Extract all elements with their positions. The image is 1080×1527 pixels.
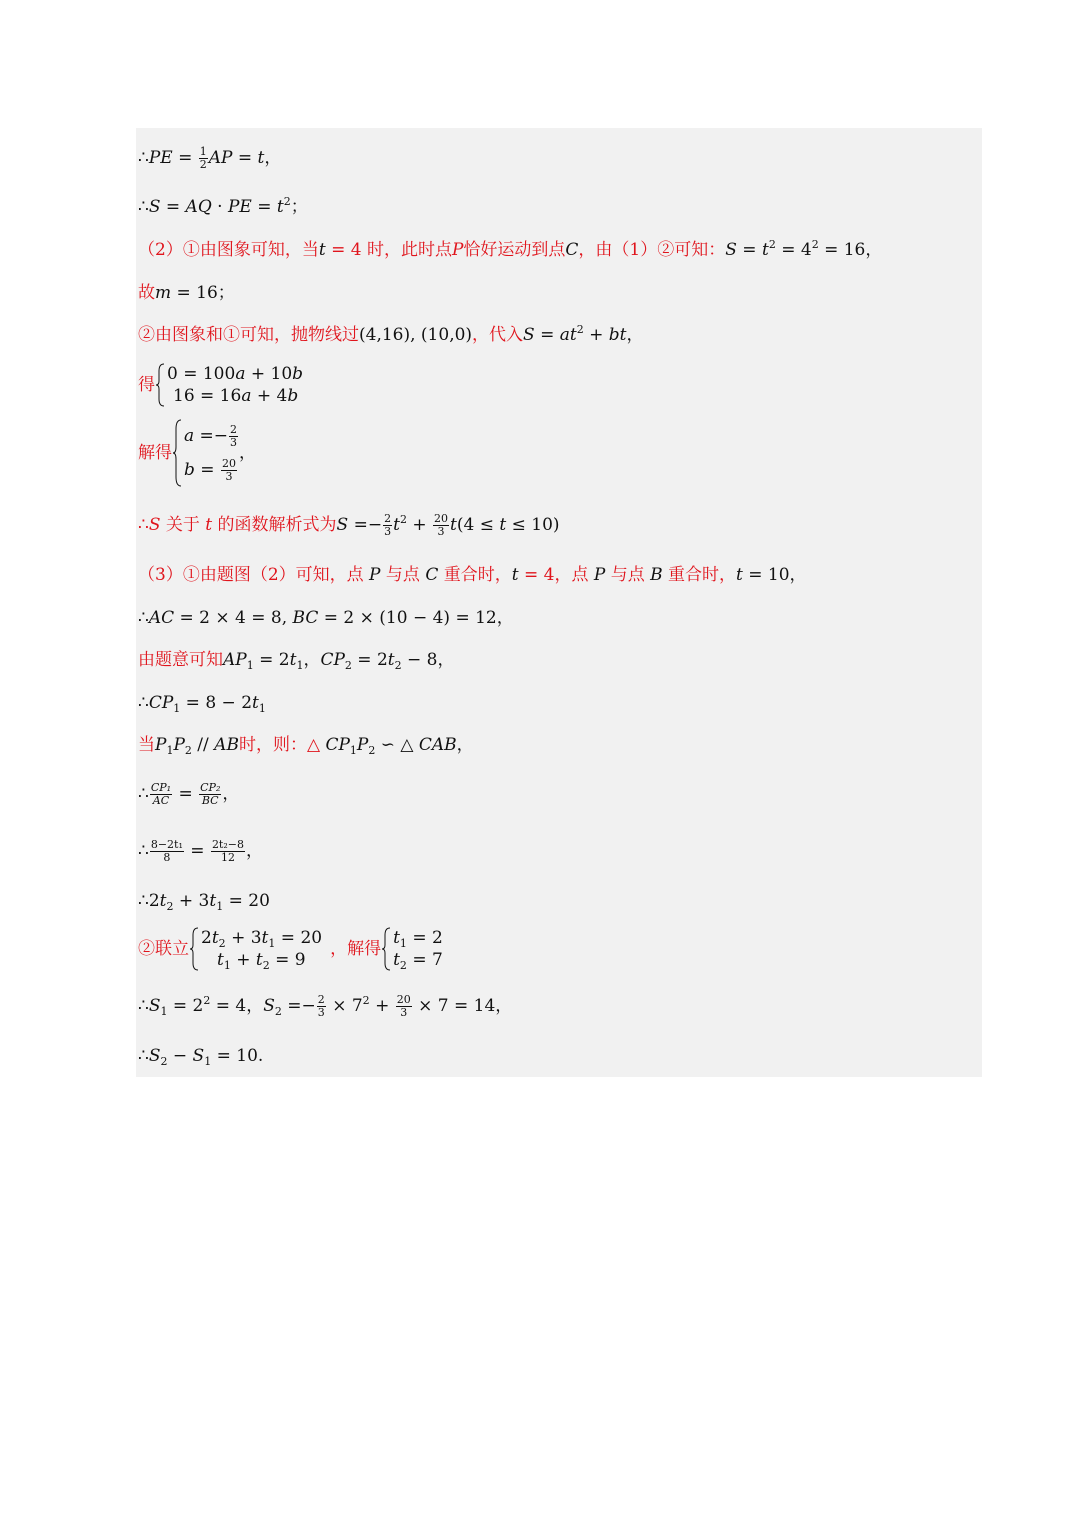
math-token: = 2 × 4 = 8, bbox=[174, 608, 293, 628]
math-token: ∴ bbox=[138, 996, 149, 1016]
math-token: B bbox=[650, 565, 663, 585]
math-token: = bbox=[160, 197, 186, 217]
fraction bbox=[150, 839, 184, 864]
math-token: ∴ bbox=[138, 608, 149, 628]
math-token: 2 bbox=[218, 937, 226, 950]
math-token: ∴2 bbox=[138, 891, 160, 911]
math-token: at bbox=[559, 325, 577, 345]
math-token: 12 bbox=[220, 851, 235, 864]
math-token: 2 bbox=[811, 238, 819, 251]
math-token: 2 bbox=[368, 744, 376, 757]
math-token: = 8 − 2 bbox=[180, 693, 253, 713]
math-token: 1 bbox=[160, 1005, 168, 1018]
math-token: a bbox=[184, 426, 195, 446]
math-token: 1 bbox=[204, 1055, 212, 1068]
math-token: P bbox=[155, 735, 167, 755]
math-token: // bbox=[191, 735, 215, 755]
math-token: ②由图象和①可知，抛物线过 bbox=[138, 325, 359, 345]
math-token: 2 bbox=[384, 512, 392, 525]
math-token: 与点 bbox=[380, 565, 426, 585]
math-token: 2 bbox=[399, 959, 407, 972]
math-token: = 10. bbox=[211, 1046, 264, 1066]
math-token: 关于 bbox=[160, 515, 206, 535]
line-equation-system bbox=[138, 363, 303, 407]
math-token: 20 bbox=[434, 512, 449, 525]
math-token: ∴ bbox=[138, 515, 149, 535]
line-parallel-similar bbox=[138, 734, 474, 756]
math-token: S bbox=[148, 1046, 161, 1066]
line-simultaneous bbox=[138, 927, 443, 971]
math-token: （3）①由题图（2）可知，点 bbox=[138, 565, 370, 585]
math-token: ，代入 bbox=[472, 325, 524, 345]
math-token: 2 bbox=[201, 928, 212, 948]
math-token: = 16， bbox=[818, 240, 883, 260]
math-token: CP bbox=[320, 650, 345, 670]
brace-icon bbox=[155, 363, 165, 407]
math-token: CP bbox=[325, 735, 350, 755]
simultaneous-system bbox=[189, 927, 322, 971]
line-s-area bbox=[138, 196, 308, 218]
math-token: CP bbox=[148, 693, 174, 713]
fraction bbox=[211, 839, 245, 864]
math-token: 2 bbox=[274, 1005, 282, 1018]
math-token: = 2 bbox=[253, 650, 290, 670]
math-token: ②联立 bbox=[138, 939, 189, 959]
math-token: S bbox=[263, 996, 275, 1016]
math-token: t bbox=[276, 197, 284, 217]
math-token: b bbox=[184, 460, 195, 480]
math-token: 时，则：△ bbox=[238, 735, 326, 755]
math-token: 2 bbox=[317, 993, 325, 1006]
math-token: 3 bbox=[225, 470, 233, 483]
line-ap1-cp2 bbox=[138, 649, 454, 671]
math-token: PE bbox=[227, 197, 252, 217]
math-token: ， bbox=[264, 148, 282, 168]
math-token: 1 bbox=[268, 937, 276, 950]
math-token: 8−2t₁ bbox=[150, 838, 183, 851]
math-token: = 2 bbox=[406, 928, 443, 948]
math-token: ∴ bbox=[138, 841, 149, 861]
math-token: ∽ △ bbox=[375, 735, 419, 755]
math-token: AB bbox=[214, 735, 239, 755]
brace-icon bbox=[172, 419, 182, 487]
math-token: ， bbox=[222, 784, 240, 804]
math-token: 20 bbox=[221, 457, 236, 470]
fraction bbox=[433, 513, 449, 538]
math-token: t bbox=[205, 515, 213, 535]
math-token: = bbox=[172, 148, 198, 168]
math-token: =− bbox=[348, 515, 383, 535]
math-token: = bbox=[534, 325, 560, 345]
math-token: 1 bbox=[296, 659, 304, 672]
brace-icon bbox=[189, 927, 199, 971]
math-token: t bbox=[318, 240, 326, 260]
math-token: = 2 bbox=[167, 996, 204, 1016]
line-function-expression bbox=[138, 513, 560, 538]
math-token: S bbox=[148, 515, 161, 535]
math-token: = bbox=[232, 148, 258, 168]
math-token: 的函数解析式为 bbox=[212, 515, 337, 535]
math-token: C bbox=[565, 240, 579, 260]
math-token: 20 bbox=[396, 993, 411, 1006]
math-token: = bbox=[173, 784, 199, 804]
math-token: = bbox=[194, 460, 220, 480]
math-token: (4,16), (10,0) bbox=[359, 325, 473, 345]
math-token: AC bbox=[148, 608, 175, 628]
math-token: t bbox=[393, 950, 400, 970]
math-token: ， bbox=[239, 443, 257, 463]
math-token: 3 bbox=[400, 1006, 408, 1019]
math-token: a bbox=[241, 386, 252, 406]
line-part3-intro bbox=[138, 564, 807, 586]
math-token: + 4 bbox=[251, 386, 288, 406]
math-token: t bbox=[450, 515, 457, 535]
math-token: 得 bbox=[138, 375, 155, 395]
math-token: 2 bbox=[283, 195, 291, 208]
math-token: 1 bbox=[199, 145, 207, 158]
fraction bbox=[150, 782, 172, 807]
math-token: 重合时， bbox=[662, 565, 737, 585]
math-token: · bbox=[211, 197, 228, 217]
math-token: ，解得 bbox=[330, 939, 382, 959]
math-token: 与点 bbox=[605, 565, 651, 585]
line-solution-ab bbox=[138, 419, 256, 487]
math-token: t bbox=[255, 950, 263, 970]
math-token: ， bbox=[626, 325, 644, 345]
math-token: （2）①由图象可知，当 bbox=[138, 240, 319, 260]
math-token: 2 bbox=[160, 1055, 168, 1068]
math-token: 2 bbox=[203, 994, 211, 1007]
math-token: ，由（1）②可知： bbox=[578, 240, 726, 260]
math-token: t bbox=[289, 650, 297, 670]
math-token: 1 bbox=[349, 744, 357, 757]
math-token: + 3 bbox=[173, 891, 210, 911]
math-token: =− bbox=[194, 426, 229, 446]
math-token: = bbox=[251, 197, 277, 217]
line-pe bbox=[138, 146, 281, 171]
fraction bbox=[396, 994, 412, 1019]
math-token: AP bbox=[208, 148, 233, 168]
math-token: = 2 × (10 − 4) = 12， bbox=[318, 608, 514, 628]
math-token: t bbox=[217, 950, 224, 970]
math-token: + bbox=[369, 996, 395, 1016]
math-token: = 16； bbox=[171, 283, 235, 303]
math-token: t bbox=[499, 515, 507, 535]
math-token: 2 bbox=[362, 994, 370, 1007]
math-token: 3 bbox=[230, 436, 238, 449]
math-token: P bbox=[369, 565, 381, 585]
math-token: 3 bbox=[384, 525, 392, 538]
math-token: CAB bbox=[418, 735, 457, 755]
math-token: 1 bbox=[216, 900, 224, 913]
math-token: t bbox=[252, 693, 259, 713]
math-token: 2 bbox=[768, 238, 776, 251]
math-token: P bbox=[356, 735, 369, 755]
math-token: ， bbox=[245, 841, 263, 861]
math-token: 1 bbox=[258, 702, 266, 715]
math-token: ； bbox=[290, 197, 308, 217]
math-token: b bbox=[287, 386, 299, 406]
line-ratio bbox=[138, 782, 239, 807]
math-token: t bbox=[393, 928, 400, 948]
math-token: AQ bbox=[185, 197, 212, 217]
line-parabola bbox=[138, 324, 644, 346]
therefore-symbol: ∴ bbox=[138, 148, 149, 168]
math-token: t bbox=[211, 928, 219, 948]
math-token: ， bbox=[456, 735, 474, 755]
math-token: + bbox=[230, 950, 256, 970]
math-token: t bbox=[511, 565, 519, 585]
math-token: P bbox=[593, 565, 606, 585]
math-token: + 10 bbox=[245, 364, 293, 384]
line-final-answer bbox=[138, 1045, 263, 1067]
math-token: t bbox=[209, 891, 217, 911]
math-token: t bbox=[736, 565, 743, 585]
math-token: = 4 bbox=[775, 240, 812, 260]
math-token: ∴ bbox=[138, 693, 149, 713]
math-token: 解得 bbox=[138, 443, 172, 463]
math-token: t bbox=[257, 148, 265, 168]
math-token: + 3 bbox=[225, 928, 262, 948]
math-token: 2 bbox=[166, 900, 174, 913]
math-token: 由题意可知 bbox=[138, 650, 223, 670]
math-token: 1 bbox=[246, 659, 254, 672]
math-token: 1 bbox=[399, 937, 407, 950]
math-token: 2 bbox=[399, 513, 407, 526]
math-token: × 7 bbox=[326, 996, 363, 1016]
math-token: PE bbox=[148, 148, 173, 168]
math-token: = 20 bbox=[275, 928, 323, 948]
line-ratio-values bbox=[138, 839, 263, 864]
math-token: 恰好运动到点 bbox=[463, 240, 566, 260]
math-token: = 9 bbox=[269, 950, 306, 970]
math-token: ∴ bbox=[138, 784, 149, 804]
math-token: P bbox=[173, 735, 185, 755]
math-token: + bbox=[406, 515, 433, 535]
math-token: =− bbox=[281, 996, 316, 1016]
math-token: 当 bbox=[138, 735, 155, 755]
math-token: t bbox=[387, 650, 395, 670]
math-token: 3 bbox=[317, 1006, 325, 1019]
math-token: AP bbox=[223, 650, 247, 670]
math-token: 16 = 16 bbox=[173, 386, 242, 406]
math-token: 2 bbox=[344, 659, 352, 672]
math-token: AC bbox=[152, 794, 170, 807]
fraction bbox=[317, 994, 326, 1019]
line-m-value bbox=[138, 282, 235, 304]
fraction-half bbox=[199, 146, 208, 171]
result-system bbox=[381, 927, 443, 971]
math-token: = 20 bbox=[223, 891, 270, 911]
math-token: 2 bbox=[262, 959, 270, 972]
math-token: 重合时， bbox=[438, 565, 512, 585]
math-token: S bbox=[725, 240, 737, 260]
math-token: = 4，点 bbox=[518, 565, 594, 585]
math-token: 2 bbox=[184, 744, 192, 757]
math-token: 2 bbox=[230, 423, 238, 436]
math-token: t bbox=[761, 240, 769, 260]
math-token: bt bbox=[608, 325, 627, 345]
math-token: t bbox=[159, 891, 167, 911]
math-token: t bbox=[393, 515, 400, 535]
math-token: − 8， bbox=[401, 650, 455, 670]
math-token: = 10， bbox=[742, 565, 807, 585]
math-token: ∴ bbox=[138, 1046, 149, 1066]
brace-icon bbox=[381, 927, 391, 971]
math-token: × 7 = 14， bbox=[412, 996, 513, 1016]
math-token: + bbox=[583, 325, 609, 345]
math-token: 1 bbox=[173, 702, 181, 715]
fraction bbox=[199, 782, 221, 807]
solution-system bbox=[172, 419, 239, 487]
math-token: = 4， bbox=[210, 996, 264, 1016]
math-token: 2 bbox=[576, 323, 584, 336]
math-token: ， bbox=[303, 650, 321, 670]
math-token: S bbox=[148, 996, 161, 1016]
math-token: ∴ bbox=[138, 197, 149, 217]
math-token: S bbox=[336, 515, 349, 535]
math-token: (4 ≤ bbox=[456, 515, 500, 535]
math-token: 故 bbox=[138, 283, 155, 303]
math-token: = bbox=[184, 841, 210, 861]
math-token: CP₂ bbox=[200, 781, 221, 794]
math-token: 2 bbox=[199, 158, 207, 171]
fraction bbox=[229, 424, 238, 449]
math-token: S bbox=[192, 1046, 205, 1066]
math-token: 3 bbox=[437, 525, 445, 538]
math-token: 8 bbox=[163, 851, 171, 864]
fraction bbox=[221, 458, 237, 483]
math-token: m bbox=[155, 283, 172, 303]
math-token: BC bbox=[201, 794, 219, 807]
math-token: BC bbox=[292, 608, 319, 628]
math-token: S bbox=[148, 197, 161, 217]
math-token: t bbox=[261, 928, 269, 948]
math-token: C bbox=[425, 565, 439, 585]
line-ac-bc bbox=[138, 607, 514, 629]
math-token: = 4 时，此时点 bbox=[325, 240, 452, 260]
math-token: = 2 bbox=[351, 650, 388, 670]
math-token: CP₁ bbox=[150, 781, 172, 794]
fraction bbox=[383, 513, 392, 538]
math-token: P bbox=[451, 240, 464, 260]
equation-system bbox=[155, 363, 303, 407]
math-token: ≤ 10) bbox=[506, 515, 560, 535]
math-token: 1 bbox=[223, 959, 231, 972]
line-linear-relation bbox=[138, 890, 270, 912]
math-token: = bbox=[736, 240, 762, 260]
math-token: b bbox=[292, 364, 304, 384]
math-token: 0 = 100 bbox=[167, 364, 236, 384]
math-token: 1 bbox=[166, 744, 174, 757]
math-token: = 7 bbox=[406, 950, 443, 970]
math-token: S bbox=[523, 325, 535, 345]
line-part2-intro bbox=[138, 239, 882, 261]
math-token: 2 bbox=[394, 659, 402, 672]
math-token: − bbox=[167, 1046, 193, 1066]
line-s1-s2 bbox=[138, 994, 512, 1019]
math-token: 2t₂−8 bbox=[211, 838, 244, 851]
math-token: a bbox=[235, 364, 246, 384]
line-cp1 bbox=[138, 692, 266, 714]
